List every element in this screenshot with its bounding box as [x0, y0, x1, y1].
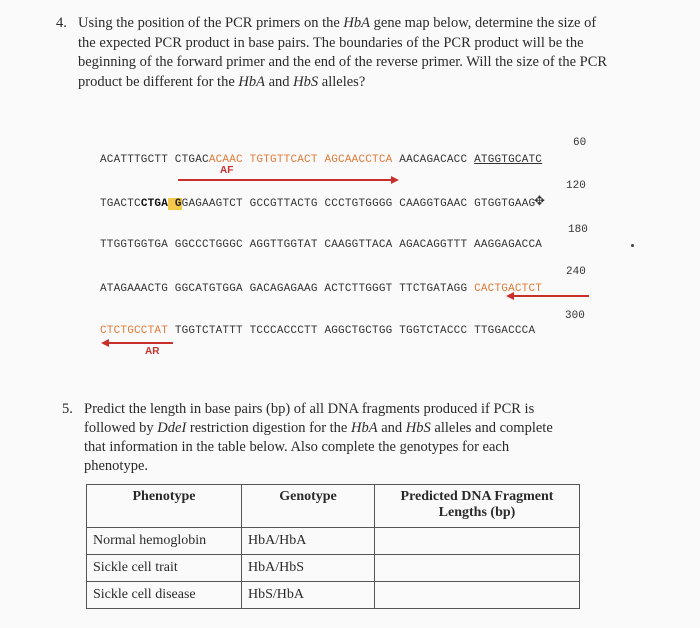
forward-primer-arrowhead — [391, 176, 399, 184]
table-row — [87, 555, 580, 582]
fragment-lengths-cell[interactable] — [375, 555, 580, 582]
reverse-primer-arrowhead-1 — [506, 292, 514, 300]
reverse-primer-label: AR — [145, 346, 160, 357]
position-60: 60 — [573, 137, 587, 149]
position-120: 120 — [566, 180, 586, 192]
stray-dot — [631, 244, 634, 247]
ddei-site-highlight: G — [168, 198, 182, 210]
position-180: 180 — [568, 224, 588, 236]
reverse-primer-arrow-2 — [109, 342, 173, 344]
phenotype-cell: Sickle cell trait — [87, 555, 242, 582]
reverse-primer-arrow-1 — [513, 295, 589, 297]
header-genotype: Genotype — [242, 485, 375, 528]
sequence-line-4: ATAGAAACTG GGCATGTGGA GACAGAGAAG ACTCTTGGGT TTCTGATAGG CACTGACTCT — [100, 283, 543, 295]
genotype-cell: HbA/HbS — [242, 555, 375, 582]
reverse-primer-region-2: CTCTGCCTAT — [100, 325, 169, 337]
header-fragment-lengths: Predicted DNA Fragment Lengths (bp) — [375, 485, 580, 528]
sequence-line-2: TGACTCCTGA GGAGAAGTCT GCCGTTACTG CCCTGTGGGG CAAGGTGAAC GTGGTGAAG — [100, 198, 536, 210]
sequence-line-5: CTCTGCCTAT TGGTCTATTT TCCCACCCTT AGGCTGCTGG TGGTCTACCC TTGGACCCA — [100, 325, 536, 337]
forward-primer-arrow — [178, 179, 393, 181]
question-4 — [56, 14, 616, 92]
forward-primer-region: ACAAC TGTGTTCACT AGCAACCTCA — [208, 154, 393, 166]
ddei-site-bold: CTGA — [140, 198, 169, 210]
table-row — [87, 528, 580, 555]
header-phenotype: Phenotype — [87, 485, 242, 528]
question-5 — [62, 400, 562, 476]
question-5-text: Predict the length in base pairs (bp) of all DNA fragments produced if PCR is followed by DdeI restriction digestion for the HbA and HbS alleles and complete that information in the table below. Also complete the genotypes for each phenotype. — [84, 401, 553, 474]
question-4-text: Using the position of the PCR primers on the HbA gene map below, determine the size of the expected PCR product in base pairs. The boundaries of the PCR product will be the beginning of the forward primer and the end of the reverse primer. Will the size of the PCR product be different for the HbA and HbS alleles? — [78, 15, 608, 90]
table-header-row — [87, 485, 580, 528]
fragment-lengths-cell[interactable] — [375, 528, 580, 555]
cursor-move-icon: ✥ — [534, 194, 545, 209]
position-240: 240 — [566, 266, 586, 278]
fragment-table — [86, 484, 580, 609]
fragment-lengths-cell[interactable] — [375, 582, 580, 609]
genotype-cell: HbS/HbA — [242, 582, 375, 609]
phenotype-cell: Normal hemoglobin — [87, 528, 242, 555]
genotype-cell: HbA/HbA — [242, 528, 375, 555]
question-5-number: 5. — [62, 401, 73, 417]
sequence-line-3: TTGGTGGTGA GGCCCTGGGC AGGTTGGTAT CAAGGTTACA AGACAGGTTT AAGGAGACCA — [100, 239, 543, 251]
reverse-primer-arrowhead-2 — [101, 339, 109, 347]
table-row — [87, 582, 580, 609]
position-300: 300 — [565, 310, 585, 322]
question-4-number: 4. — [56, 15, 67, 31]
phenotype-cell: Sickle cell disease — [87, 582, 242, 609]
start-codon: ATGGTGCATC — [474, 154, 543, 166]
reverse-primer-region-1: CACTGACTCT — [474, 283, 543, 295]
sequence-line-1: ACATTTGCTT CTGACACAAC TGTGTTCACT AGCAACCTCA AACAGACACC ATGGTGCATC — [100, 154, 543, 166]
forward-primer-label: AF — [220, 165, 234, 176]
